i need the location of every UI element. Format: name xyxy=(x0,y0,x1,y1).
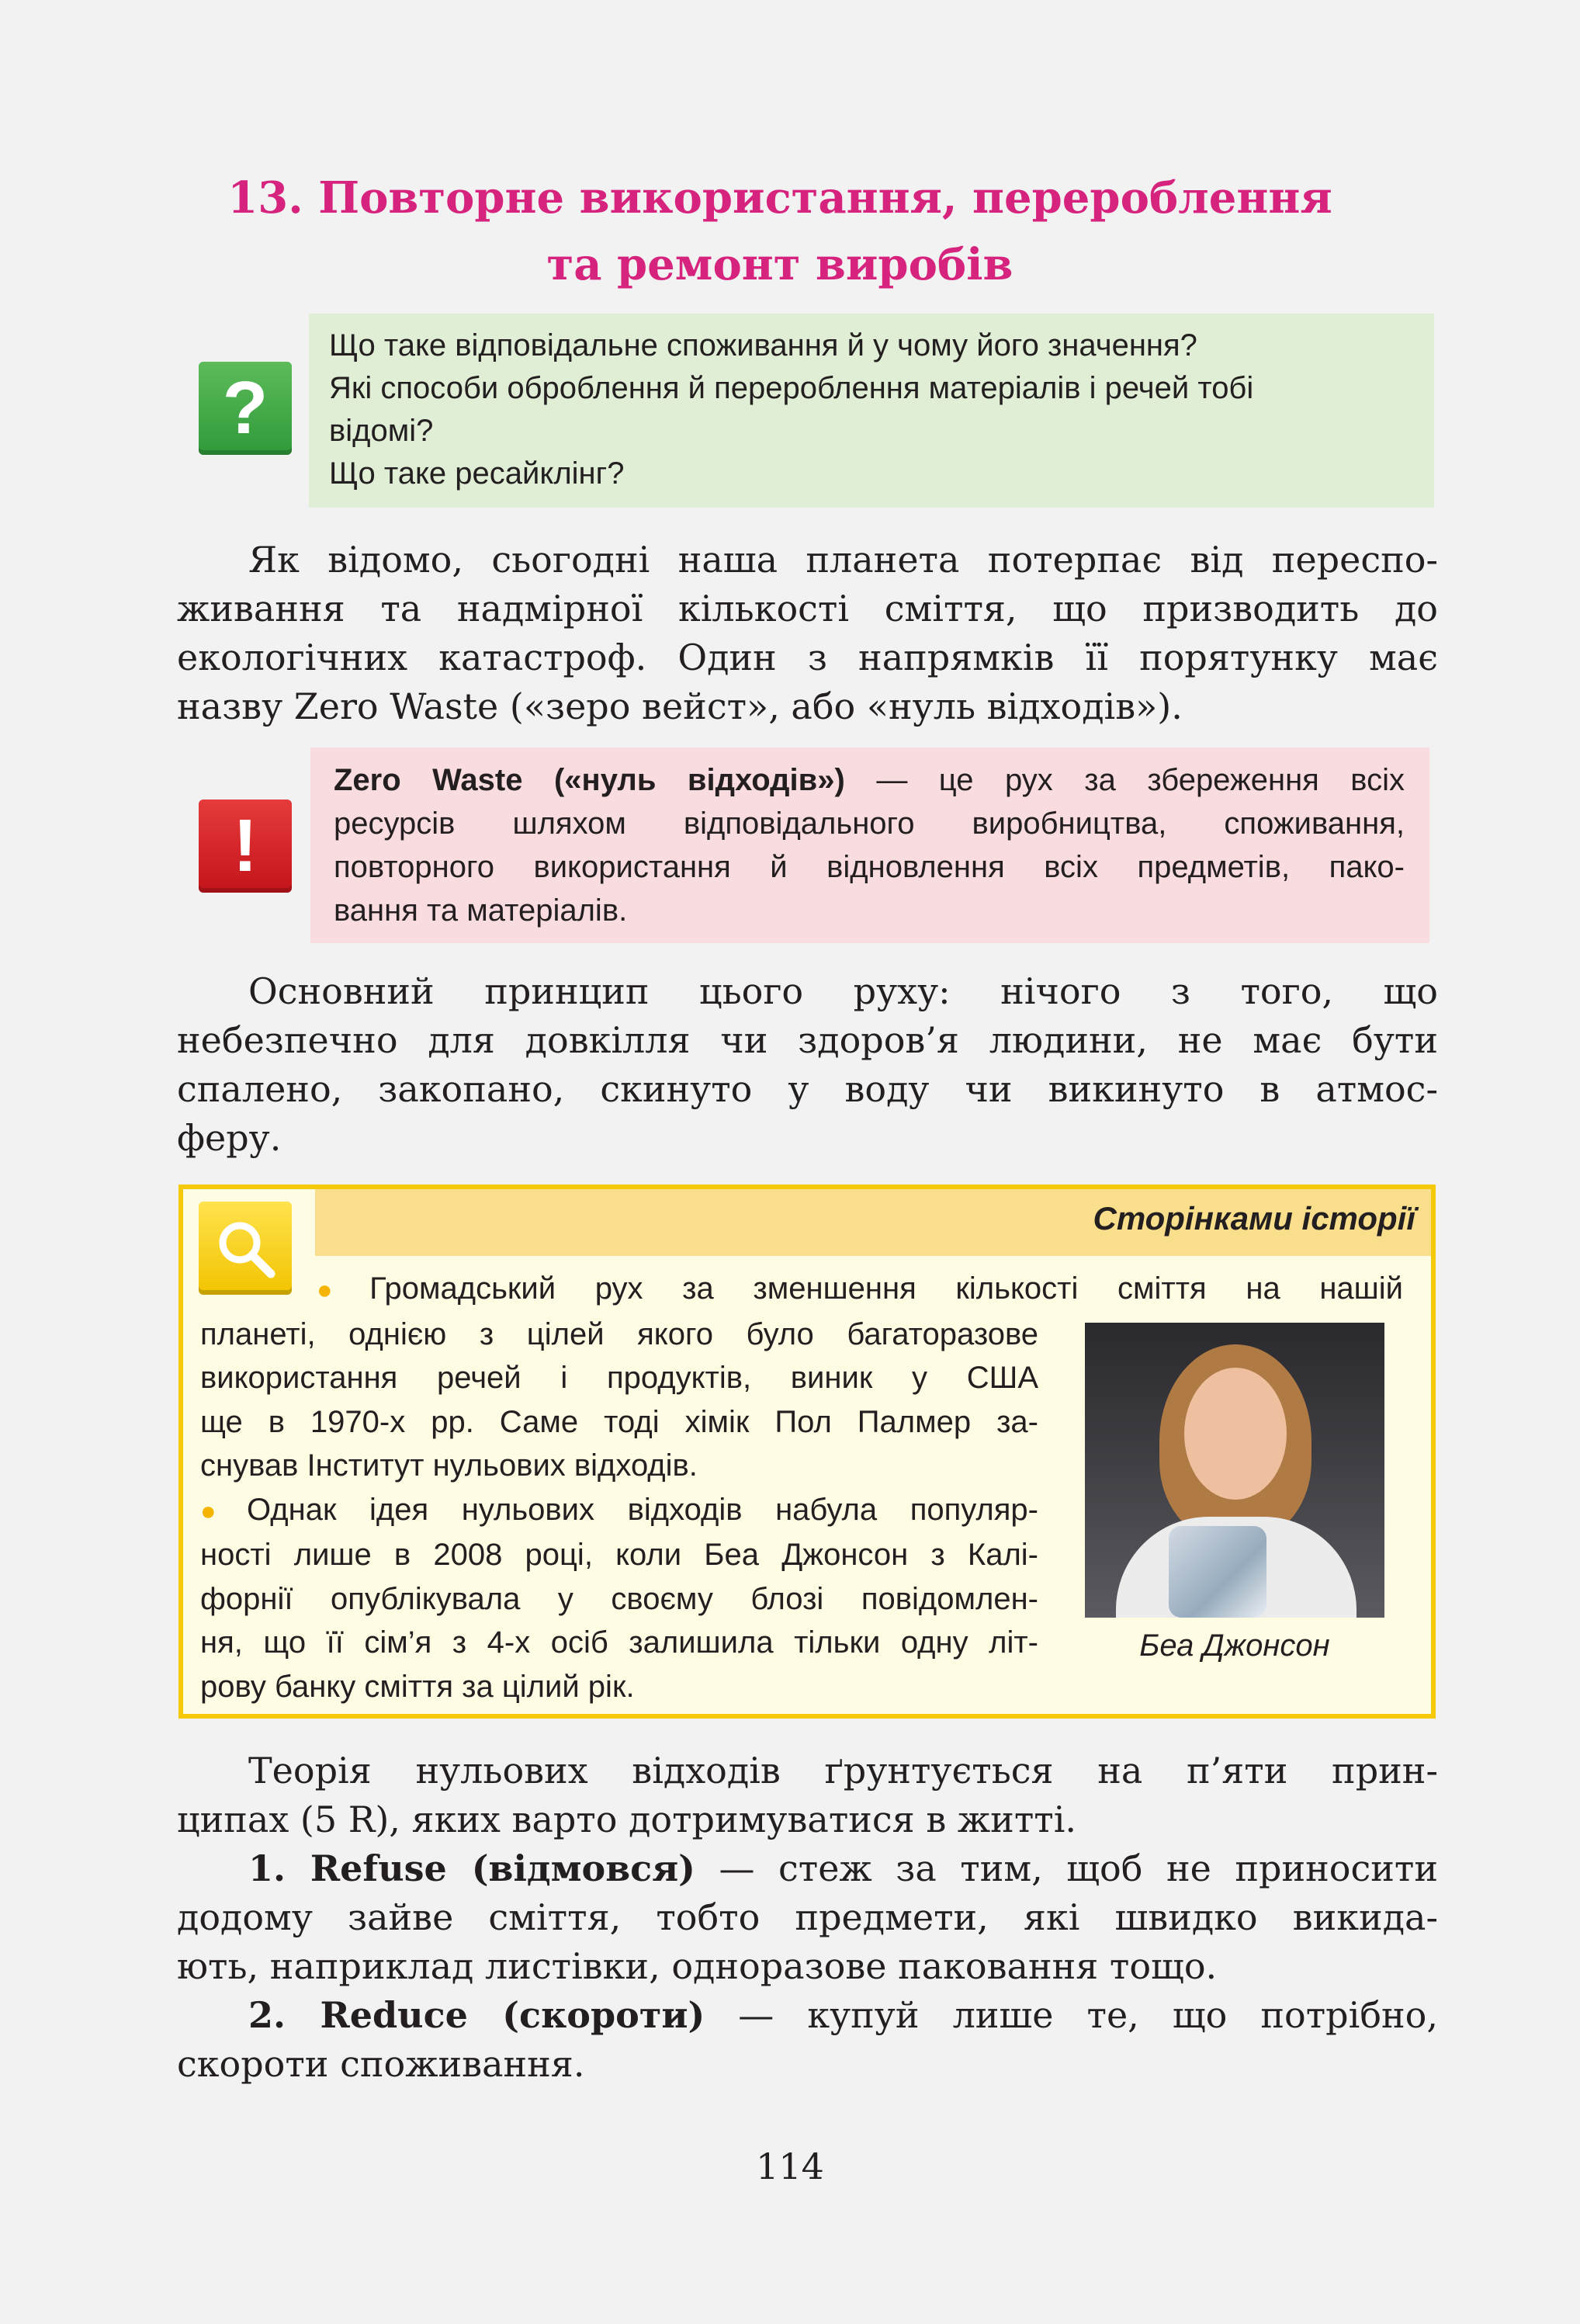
reduce-term: 2. Reduce (скороти) xyxy=(248,1994,705,2036)
paragraph-line: скороти споживання. xyxy=(177,2043,585,2085)
history-line: використання речей і продуктів, виник у США xyxy=(200,1361,1038,1395)
photo-caption: Беа Джонсон xyxy=(1139,1629,1330,1663)
history-first-line: Громадський рух за зменшення кількості сміття на нашій xyxy=(369,1271,1403,1306)
magnifier-icon xyxy=(199,1202,292,1295)
definition-first-line: — це рух за збереження всіх xyxy=(844,763,1405,797)
history-line: ності лише в 2008 році, коли Беа Джонсон з Калі- xyxy=(200,1538,1038,1572)
history-line: планеті, однією з цілей якого було багаторазове xyxy=(200,1316,1038,1351)
reduce-rest: — купуй лише те, що потрібно, xyxy=(705,1994,1438,2036)
history-title: Сторінками історії xyxy=(1093,1200,1415,1237)
refuse-paragraph xyxy=(177,1844,1438,1991)
definition-line: ресурсів шляхом відповідального виробництва, споживання, xyxy=(334,806,1405,841)
exclamation-icon: ! xyxy=(199,800,292,893)
refuse-rest: — стеж за тим, щоб не приносити xyxy=(695,1847,1438,1889)
paragraph-line: живання та надмірної кількості сміття, що призводить до xyxy=(177,588,1438,630)
page-title xyxy=(178,165,1381,298)
bullet-icon: ● xyxy=(317,1275,364,1305)
refuse-term: 1. Refuse (відмовся) xyxy=(248,1847,695,1889)
bullet-icon: ● xyxy=(200,1496,241,1526)
theory-paragraph xyxy=(177,1746,1438,1844)
definition-term: Zero Waste («нуль відходів») xyxy=(334,763,845,797)
paragraph-line: екологічних катастроф. Один з напрямків її порятунку має xyxy=(177,636,1438,678)
definition-line xyxy=(334,758,1405,802)
definition-line: повторного використання й відновлення всіх предметів, пако- xyxy=(334,850,1405,884)
paragraph-line: Основний принцип цього руху: нічого з того, що xyxy=(248,970,1438,1012)
definition-line: вання та матеріалів. xyxy=(334,893,628,928)
history-box xyxy=(178,1185,1436,1719)
paragraph-line: ципах (5 R), яких варто дотримуватися в житті. xyxy=(177,1798,1077,1840)
history-line: ня, що її сім’я з 4-х осіб залишила тільки одну літ- xyxy=(200,1625,1038,1660)
paragraph-line: Теорія нульових відходів ґрунтується на п’яти прин- xyxy=(248,1750,1438,1792)
history-banner xyxy=(315,1189,1431,1256)
paragraph-line: небезпечно для довкілля чи здоров’я людини, не має бути xyxy=(177,1019,1438,1061)
paragraph-line: додому зайве сміття, тобто предмети, які швидко викида- xyxy=(177,1896,1438,1938)
paragraph-line xyxy=(177,1844,1438,1893)
question-line: Що таке ресайклінг? xyxy=(329,456,625,491)
title-line-2: та ремонт виробів xyxy=(546,239,1013,290)
paragraph-line: ють, наприклад листівки, одноразове паковання тощо. xyxy=(177,1945,1218,1987)
history-line xyxy=(200,1267,1403,1313)
paragraph-line: феру. xyxy=(177,1117,282,1159)
question-line: Що таке відповідальне споживання й у чому його значення? xyxy=(329,328,1197,362)
question-mark-icon: ? xyxy=(199,362,292,455)
question-line: Які способи оброблення й перероблення матеріалів і речей тобі xyxy=(329,371,1254,405)
history-line: форнії опублікувала у своєму блозі повідомлен- xyxy=(200,1581,1038,1616)
principle-paragraph xyxy=(177,967,1438,1163)
title-line-1: 13. Повторне використання, перероблення xyxy=(227,172,1332,224)
reduce-paragraph xyxy=(177,1991,1438,2089)
paragraph-line: Як відомо, сьогодні наша планета потерпає від переспо- xyxy=(248,539,1438,581)
paragraph-line xyxy=(177,1991,1438,2040)
history-line: рову банку сміття за цілий рік. xyxy=(200,1669,635,1704)
history-second-first: Однак ідея нульових відходів набула популяр- xyxy=(247,1492,1038,1527)
history-line: ще в 1970-х рр. Саме тоді хімік Пол Палмер за- xyxy=(200,1404,1038,1439)
paragraph-line: спалено, закопано, скинуто у воду чи викинуто в атмос- xyxy=(177,1068,1438,1110)
page-number: 114 xyxy=(756,2145,824,2187)
history-line xyxy=(200,1488,1038,1534)
portrait-photo xyxy=(1085,1323,1384,1618)
question-line: відомі? xyxy=(329,414,434,448)
intro-paragraph xyxy=(177,536,1438,731)
paragraph-line: назву Zero Waste («зеро вейст», або «нуль відходів»). xyxy=(177,685,1183,727)
history-line: снував Інститут нульових відходів. xyxy=(200,1448,698,1483)
definition-box xyxy=(310,747,1429,943)
questions-box xyxy=(309,314,1434,508)
